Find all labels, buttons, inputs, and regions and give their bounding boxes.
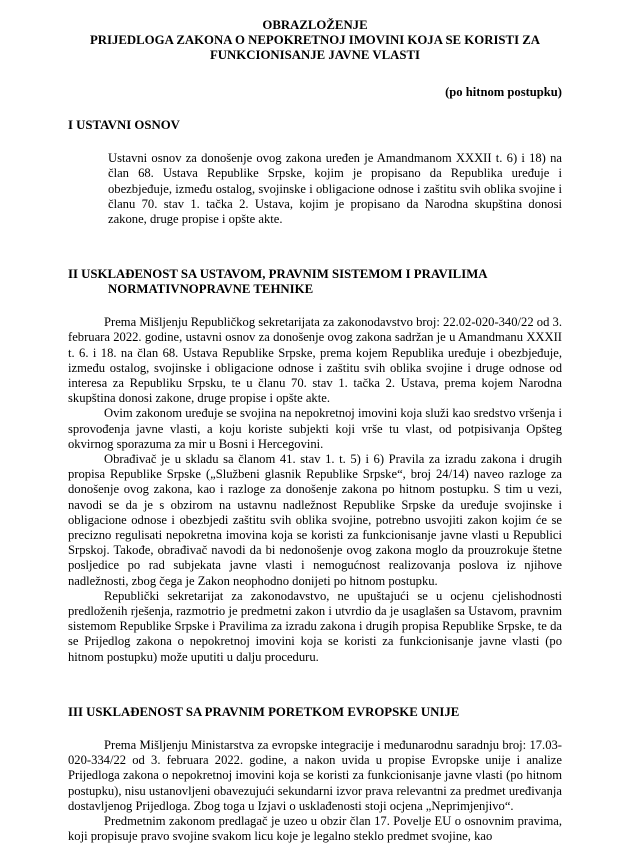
paragraph: Ovim zakonom uređuje se svojina na nepokretnoj imovini koja služi kao sredstvo vršenja i sprovođenja javne vlasti, a koju koriste subjekti koji vrše tu vlast, od potpisivanja Opšteg okvirnog sporazuma za mir u Bosni i Hercegovini. (68, 406, 562, 451)
paragraph: Prema Mišljenju Ministarstva za evropske integracije i međunarodnu saradnju broj: 17.03-020-334/22 od 3. februara 2022. godine, a nakon uvida u propise Evropske unije i analize Prijedloga zakona o nepokretnoj imovini koja se koristi za funkcionisanje javne vlasti (po hitnom postupku), nisu ustanovljeni obavezujući sekundarni izvor prava relevantni za predmet uređivanja dostavljenog Prijedloga. Zbog toga u Izjavi o usklađenosti stoji ocjena „Neprimjenjivo“. (68, 737, 562, 813)
paragraph: Predmetnim zakonom predlagač je uzeo u obzir član 17. Povelje EU o osnovnim pravima, koji propisuje pravo svojine svakom licu koje je legalno steklo predmet svojine, kao (68, 813, 562, 844)
document-page (68, 18, 562, 844)
title-line-1: OBRAZLOŽENJE (262, 18, 368, 32)
procedure-note: (po hitnom postupku) (445, 85, 562, 99)
section-heading-line-2: NORMATIVNOPRAVNE TEHNIKE (108, 282, 314, 297)
section-heading-constitutional-compliance (68, 267, 562, 297)
title-line-2: PRIJEDLOGA ZAKONA O NEPOKRETNOJ IMOVINI KOJA SE KORISTI ZA (89, 33, 541, 47)
paragraph: Prema Mišljenju Republičkog sekretarijata za zakonodavstvo broj: 22.02-020-340/22 od 3. februara 2022. godine, ustavni osnov za donošenje ovog zakona sadržan je u Amandmanu XXXII t. 6. i 18. na član 68. Ustava Republike Srpske, prema kojem Republika uređuje i obezbjeđuje, između ostalog, svojinske i obligacione odnose i zaštitu svih oblika svojine i druge odnose od interesa za Republiku Srpsku, te u članu 70. stav 1. tačka 2. Ustava, prema kojem Narodna skupština donosi zakone, druge propise i opšte akte. (68, 315, 562, 406)
section-heading-eu-compliance: III USKLAĐENOST SA PRAVNIM PORETKOM EVROPSKE UNIJE (68, 704, 460, 719)
title-line-3: FUNKCIONISANJE JAVNE VLASTI (209, 48, 420, 62)
paragraph: Obrađivač je u skladu sa članom 41. stav 1. t. 5) i 6) Pravila za izradu zakona i drugih propisa Republike Srpske („Službeni glasnik Republike Srpske“, broj 24/14) naveo razloge za donošenje ovog zakona, kao i razloge za donošenje zakona po hitnom postupku. S tim u vezi, navodi se da je s obzirom na ustavnu nadležnost Republike Srpske da uređuje svojinske i obligacione odnose i obezbjedi zaštitu svih oblika svojine, potrebno usvojiti zakon kojim će se precizno regulisati nepokretna imovina koja se koristi za funkcionisanje javne vlasti u Republici Srpskoj. Takođe, obrađivač navodi da bi nedonošenje ovog zakona moglo da prouzrokuje štetne posljedice po rad subjekata javne vlasti i nemogućnost realizovanja poslova iz njihove nadležnosti, zbog čega je Zakon neophodno donijeti po hitnom postupku. (68, 452, 562, 588)
paragraph: Republički sekretarijat za zakonodavstvo, ne upuštajući se u ocjenu cjelishodnosti predloženih rješenja, razmotrio je predmetni zakon i utvrdio da je usaglašen sa Ustavom, pravnim sistemom Republike Srpske i Pravilima za izradu zakona i drugih propisa Republike Srpske, te da se Prijedlog zakona o nepokretnoj imovini koja se koristi za funkcionisanje javne vlasti (po hitnom postupku) može uputiti u dalju proceduru. (68, 588, 562, 664)
section-heading-line-1: II USKLAĐENOST SA USTAVOM, PRAVNIM SISTEMOM I PRAVILIMA (68, 267, 488, 282)
section-body-constitutional-basis (68, 151, 562, 227)
section-body-constitutional-compliance (68, 315, 562, 665)
section-heading-constitutional-basis: I USTAVNI OSNOV (68, 118, 180, 133)
section-body-eu-compliance (68, 738, 562, 844)
document-title (68, 18, 562, 63)
paragraph: Ustavni osnov za donošenje ovog zakona uređen je Amandmanom XXXII t. 6) i 18) na član 68. Ustava Republike Srpske, kojim je propisano da Republika uređuje i obezbjeđuje, između ostalog, svojinske i obligacione odnose i zaštitu svih oblika svojine i članu 70. stav 1. tačka 2. Ustava, kojim je propisano da Narodna skupština donosi zakone, druge propise i opšte akte. (108, 151, 562, 227)
